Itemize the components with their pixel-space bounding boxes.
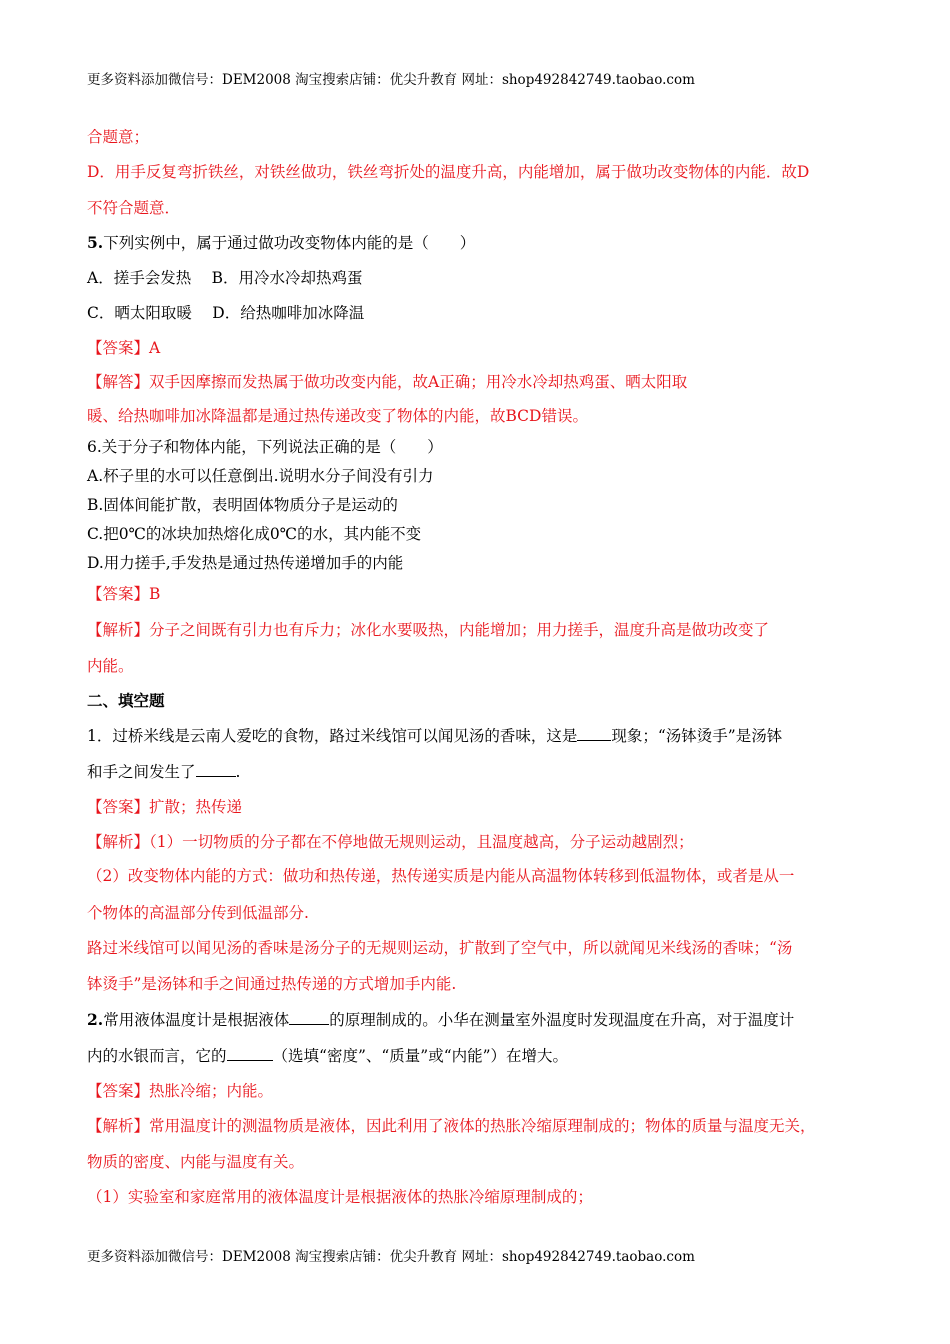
fill-question-1-explanation: 钵烫手”是汤钵和手之间通过热传递的方式增加手内能.: [87, 975, 457, 993]
answer-blank: [577, 726, 611, 741]
question-text: 现象；“汤钵烫手”是汤钵: [611, 727, 783, 745]
question-6-explanation: 【解析】分子之间既有引力也有斥力；冰化水要吸热，内能增加；用力搓手，温度升高是做功改变了: [87, 621, 770, 639]
answer-blank: [289, 1010, 329, 1025]
question-6-explanation: 内能。: [87, 657, 134, 675]
fill-question-2-answer: 【答案】热胀冷缩；内能。: [87, 1082, 274, 1100]
question-5-answer: 【答案】A: [87, 339, 161, 357]
fill-question-2: [87, 1046, 568, 1066]
question-text: .: [235, 763, 241, 781]
question-5-options-ab: A．搓手会发热 B．用冷水冷却热鸡蛋: [87, 269, 363, 287]
question-text: 1．过桥米线是云南人爱吃的食物，路过米线馆可以闻见汤的香味，这是: [87, 727, 578, 745]
question-6-answer: 【答案】B: [87, 585, 161, 603]
question-5-explanation: 【解答】双手因摩擦而发热属于做功改变内能，故A正确；用冷水冷却热鸡蛋、晒太阳取: [87, 373, 688, 391]
fill-question-2-explanation: 【解析】常用温度计的测温物质是液体，因此利用了液体的热胀冷缩原理制成的；物体的质量与温度无关，: [87, 1117, 816, 1135]
answer-blank: [196, 762, 236, 777]
fill-question-1: [87, 762, 240, 782]
question-5-explanation: 暖、给热咖啡加冰降温都是通过热传递改变了物体的内能，故BCD错误。: [87, 407, 588, 425]
question-number: 2.: [87, 1010, 104, 1029]
fill-question-1-explanation: 个物体的高温部分传到低温部分.: [87, 904, 309, 922]
text-line: 不符合题意．: [87, 199, 181, 217]
fill-question-1: [87, 726, 782, 746]
fill-question-2: [87, 1010, 794, 1030]
question-text: 和手之间发生了: [87, 763, 196, 781]
question-5-options-cd: C．晒太阳取暖 D．给热咖啡加冰降温: [87, 304, 365, 322]
page-footer: 更多资料添加微信号：DEM2008 淘宝搜索店铺：优尖升教育 网址：shop492842749.taobao.com: [87, 1249, 695, 1265]
question-text: （选填“密度”、“质量”或“内能”）在增大。: [272, 1047, 569, 1065]
fill-question-1-explanation: 【解析】（1）一切物质的分子都在不停地做无规则运动，且温度越高，分子运动越剧烈；: [87, 833, 694, 851]
answer-blank: [227, 1046, 273, 1061]
section-title: 二、填空题: [87, 691, 165, 710]
question-6: 6.关于分子和物体内能，下列说法正确的是（ ）: [87, 438, 443, 456]
page-header: 更多资料添加微信号：DEM2008 淘宝搜索店铺：优尖升教育 网址：shop492842749.taobao.com: [87, 72, 695, 88]
fill-question-1-explanation: 路过米线馆可以闻见汤的香味是汤分子的无规则运动，扩散到了空气中，所以就闻见米线汤的香味；“汤: [87, 939, 793, 957]
question-5: [87, 233, 475, 253]
question-6-option-b: B.固体间能扩散，表明固体物质分子是运动的: [87, 496, 398, 514]
question-text: 内的水银而言，它的: [87, 1047, 227, 1065]
question-6-option-c: C.把0℃的冰块加热熔化成0℃的水，其内能不变: [87, 525, 422, 543]
question-text: 下列实例中，属于通过做功改变物体内能的是（ ）: [103, 234, 476, 252]
fill-question-2-explanation: （1）实验室和家庭常用的液体温度计是根据液体的热胀冷缩原理制成的；: [87, 1188, 593, 1206]
question-text: 常用液体温度计是根据液体: [103, 1011, 290, 1029]
question-6-option-d: D.用力搓手,手发热是通过热传递增加手的内能: [87, 554, 404, 572]
fill-question-1-answer: 【答案】扩散；热传递: [87, 798, 243, 816]
fill-question-2-explanation: 物质的密度、内能与温度有关。: [87, 1153, 305, 1171]
fill-question-1-explanation: （2）改变物体内能的方式：做功和热传递，热传递实质是内能从高温物体转移到低温物体，或者是从一: [87, 867, 795, 885]
option-d-explanation: D．用手反复弯折铁丝，对铁丝做功，铁丝弯折处的温度升高，内能增加，属于做功改变物体的内能．故D: [87, 163, 810, 181]
question-text: 的原理制成的。小华在测量室外温度时发现温度在升高，对于温度计: [329, 1011, 795, 1029]
question-number: 5.: [87, 233, 104, 252]
question-6-option-a: A.杯子里的水可以任意倒出.说明水分子间没有引力: [87, 467, 434, 485]
text-line: 合题意；: [87, 128, 150, 146]
